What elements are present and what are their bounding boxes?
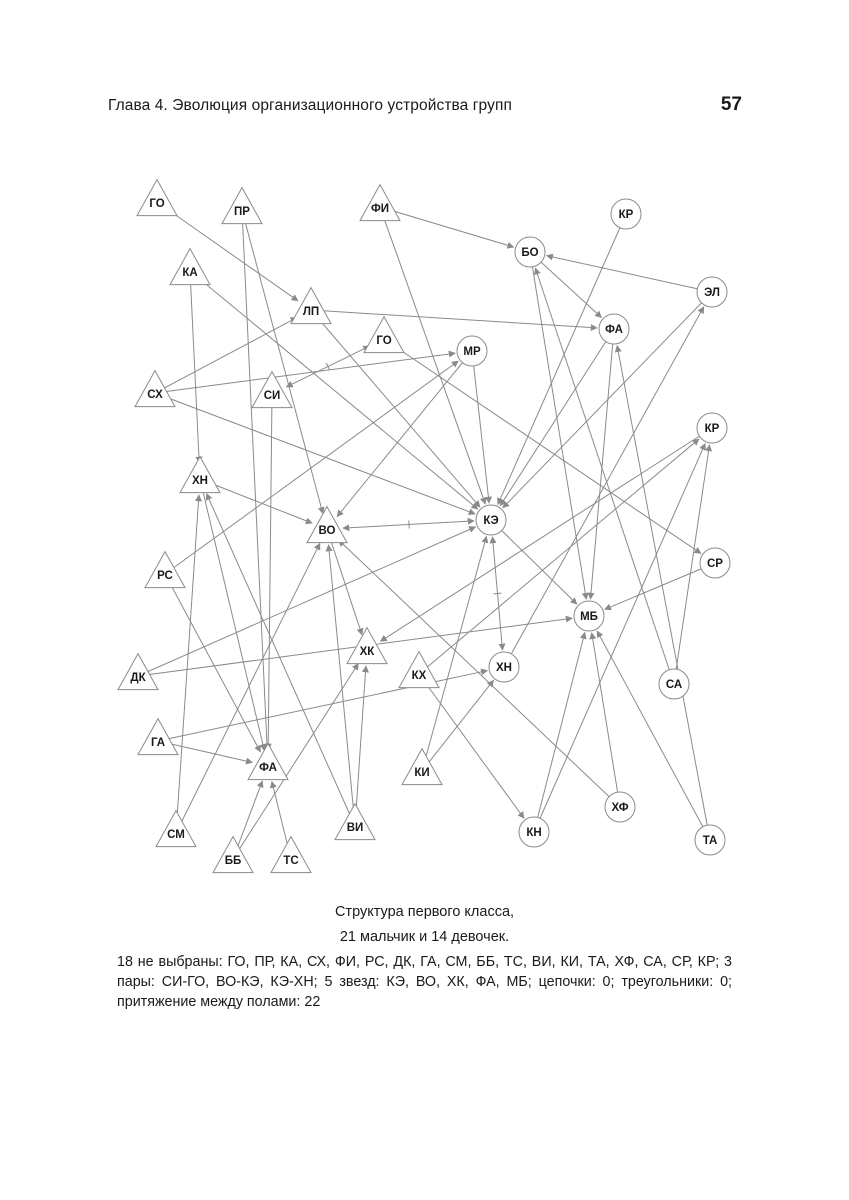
node-kr2 <box>697 413 727 443</box>
node-pr <box>222 188 262 224</box>
node-label: БО <box>521 247 539 259</box>
node-label: ДК <box>130 672 146 684</box>
node-bo <box>515 237 545 267</box>
edge-ta-fa1 <box>617 346 710 840</box>
figure-summary: 18 не выбраны: ГО, ПР, КА, СХ, ФИ, РС, ДК, ГА, СМ, ББ, ТС, ВИ, КИ, ТА, ХФ, СА, СР, КР; 3 пары: СИ-ГО, ВО-КЭ, КЭ-ХН; 5 звезд: КЭ, ВО, ХК, ФА, МБ; цепочки: 0; треугольники: 0; притяжение между полами: 22 <box>117 954 732 1010</box>
edge-sr-mb <box>605 563 715 609</box>
edge-sm-khn1 <box>176 495 199 833</box>
edge-khf-vo <box>339 540 620 807</box>
chapter-title: Глава 4. Эволюция организационного устройства групп <box>108 97 512 114</box>
node-label: ТС <box>283 855 299 867</box>
edge-go2-sr <box>384 339 701 553</box>
node-ke <box>476 505 506 535</box>
edge-rs-fa2 <box>165 574 260 752</box>
node-kkh <box>399 652 439 688</box>
edge-kkh-kn <box>419 674 524 818</box>
node-label: СХ <box>147 389 163 401</box>
node-khn1 <box>180 457 220 493</box>
edge-ki-khn2 <box>422 680 493 771</box>
node-sr <box>700 548 730 578</box>
node-ka <box>170 249 210 285</box>
figure-caption-line-2: 21 мальчик и 14 девочек. <box>339 929 510 945</box>
edge-ga-khn2 <box>158 671 487 741</box>
edge-skh-mr <box>155 353 455 393</box>
edge-el-bo <box>547 256 712 292</box>
node-label: ГА <box>150 737 166 749</box>
node-label: РС <box>157 570 173 582</box>
node-ki <box>402 749 442 785</box>
node-label: ФИ <box>370 203 390 215</box>
node-lp <box>291 288 331 324</box>
node-go2 <box>364 317 404 353</box>
node-go1 <box>137 180 177 216</box>
node-label: ГО <box>376 335 392 347</box>
node-mb <box>574 601 604 631</box>
edge-si-fa2 <box>268 394 272 750</box>
node-label: ФА <box>259 762 277 774</box>
node-el <box>697 277 727 307</box>
edge-vi-vo <box>329 545 355 826</box>
node-label: КР <box>618 209 634 221</box>
edge-kr2-khk <box>380 428 712 641</box>
edge-ka-ke <box>190 271 478 509</box>
node-label: ХН <box>496 662 512 674</box>
node-label: ВИ <box>346 822 364 834</box>
node-label: КИ <box>414 767 430 779</box>
node-kr1 <box>611 199 641 229</box>
node-khk <box>347 628 387 664</box>
node-kn <box>519 817 549 847</box>
node-label: ББ <box>224 855 242 867</box>
edge-fa1-ke <box>500 329 614 506</box>
mutual-tick <box>326 363 330 370</box>
node-label: ЛП <box>302 306 320 318</box>
node-label: ХК <box>359 646 375 658</box>
node-khn2 <box>489 652 519 682</box>
node-label: СМ <box>167 829 185 841</box>
node-label: ВО <box>318 525 336 537</box>
node-label: ФА <box>605 324 623 336</box>
edge-kn-kr2 <box>534 444 705 832</box>
node-label: ЭЛ <box>704 287 720 299</box>
node-rs <box>145 552 185 588</box>
node-vi <box>335 804 375 840</box>
node-label: КА <box>182 267 198 279</box>
edge-khf-mb <box>592 633 620 807</box>
node-khf <box>605 792 635 822</box>
edge-fi-bo <box>380 207 514 247</box>
node-label: ГО <box>149 198 165 210</box>
node-mr <box>457 336 487 366</box>
figure-caption-line-1: Структура первого класса, <box>334 904 515 920</box>
node-label: КР <box>704 423 720 435</box>
node-label: СИ <box>263 390 281 402</box>
mutual-tick <box>494 593 502 594</box>
node-label: ХН <box>192 475 208 487</box>
node-label: КХ <box>411 670 427 682</box>
edge-vi-khk <box>355 666 366 826</box>
node-label: СА <box>665 679 683 691</box>
node-ta <box>695 825 725 855</box>
node-dk <box>118 654 158 690</box>
edge-ki-ke <box>422 536 486 771</box>
node-ts <box>271 837 311 873</box>
node-label: СР <box>707 558 723 570</box>
node-si <box>252 372 292 408</box>
node-label: ХФ <box>611 802 629 814</box>
edge-khn1-fa2 <box>200 479 264 750</box>
node-label: КН <box>526 827 542 839</box>
edge-mr-ke <box>472 351 489 503</box>
node-ga <box>138 719 178 755</box>
node-fi <box>360 185 400 221</box>
node-fa1 <box>599 314 629 344</box>
nodes-layer <box>118 180 730 873</box>
node-sm <box>156 811 196 847</box>
edge-bo-mb <box>530 252 586 599</box>
node-bb <box>213 837 253 873</box>
node-fa2 <box>248 744 288 780</box>
node-skh <box>135 371 175 407</box>
edge-fa1-mb <box>590 329 614 599</box>
node-label: КЭ <box>483 515 499 527</box>
node-label: ПР <box>234 206 250 218</box>
edge-skh-ke <box>155 393 475 514</box>
node-label: МР <box>463 346 481 358</box>
node-label: МБ <box>580 611 598 623</box>
edge-ka-khn1 <box>190 271 199 463</box>
node-label: ТА <box>702 835 718 847</box>
page-number: 57 <box>720 94 742 115</box>
node-sa <box>659 669 689 699</box>
